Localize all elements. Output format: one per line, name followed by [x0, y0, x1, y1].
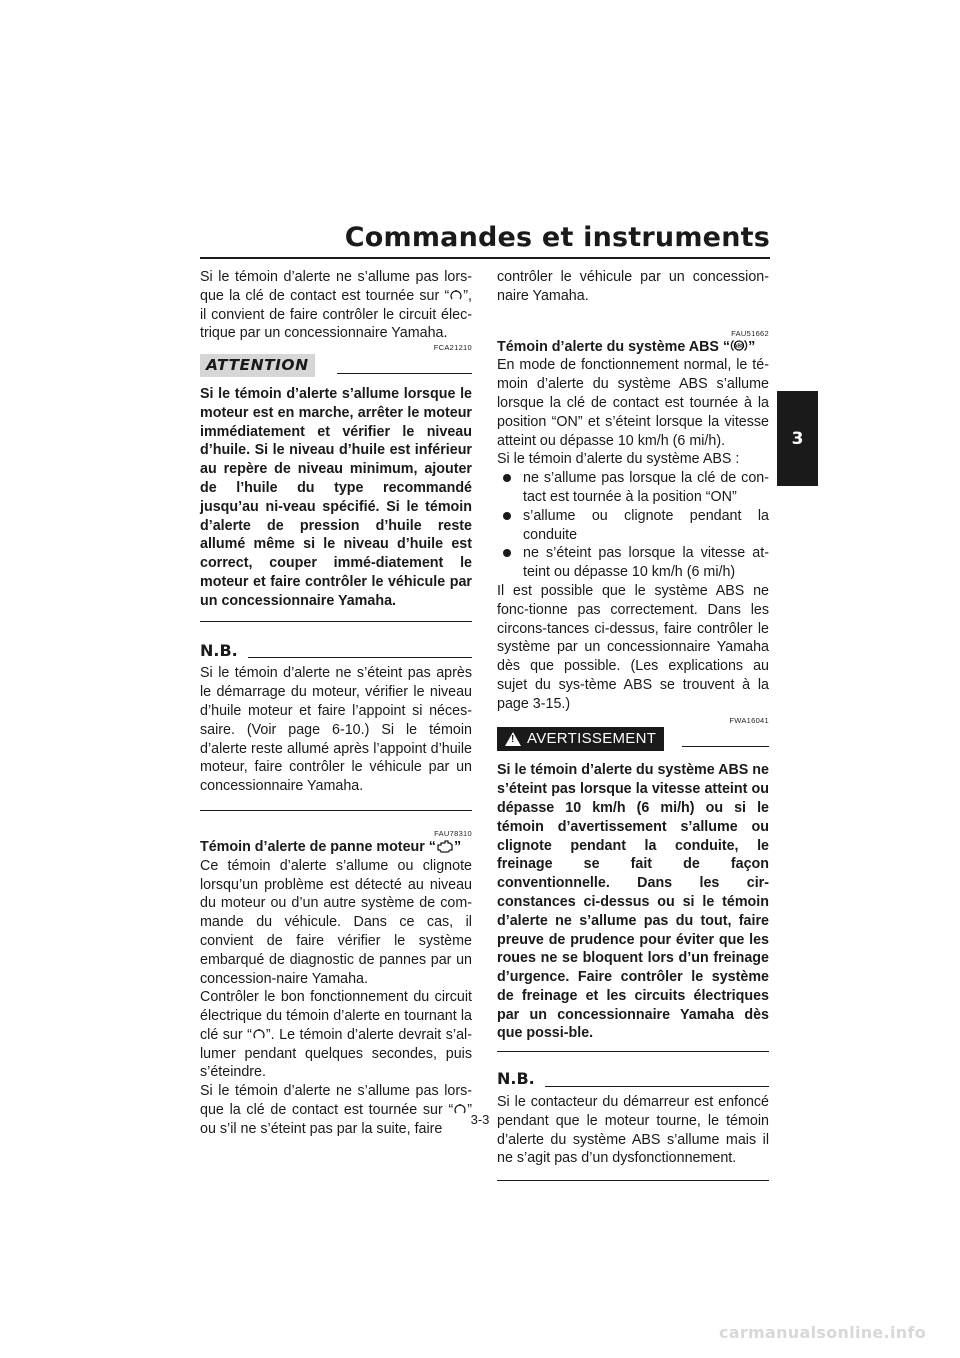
paragraph: Si le témoin d’alerte ne s’allume pas lors-que la clé de contact est tournée sur “ ”, il convient de faire contrôler le circuit élec-trique par un concessionnaire Yamaha. — [200, 269, 472, 342]
note-header — [497, 1070, 769, 1089]
paragraph: Il est possible que le système ABS ne fonc-tionne pas correctement. Dans les circons-tances ci-dessus, faire contrôler le système par un concessionnaire Yamaha dès que possible. (Les explications au sujet du sys-tème ABS se trouvent à la page 3-15.) — [497, 582, 769, 712]
reference-code: FAU51662 — [731, 328, 769, 338]
key-on-icon — [252, 1027, 266, 1041]
paragraph: Contrôler le bon fonctionnement du circuit électrique du témoin d’alerte en tournant la clé sur “ ”. Le témoin d’alerte devrait s’al-lumer pendant quelques secondes, puis s’éteindre. — [200, 989, 472, 1081]
warning-label: AVERTISSEMENT — [527, 729, 657, 747]
section-heading: Témoin d’alerte de panne moteur “ ” — [200, 838, 462, 855]
list-item: s’allume ou clignote pendant la conduite — [497, 507, 769, 545]
page-title: Commandes et instruments — [344, 222, 770, 253]
right-column — [497, 268, 769, 1181]
warning-label-box — [497, 727, 664, 752]
warning-text: Si le témoin d’alerte du système ABS ne s’éteint pas lorsque la vitesse atteint ou dépasse 10 km/h (6 mi/h) ou si le témoin d’avertissement s’allume ou clignote pendant la conduite, le freinage se fait de façon conventionnelle. Dans les cir-constances ci-dessus ou si le témoin d’alerte ne s’allume pas du tout, faire preuve de prudence pour éviter que les roues ne se bloquent lors d’un freinage d’urgence. Faire contrôler le système de freinage et les circuits électriques par un concessionnaire Yamaha dès que possi-ble. — [497, 762, 769, 1042]
divider — [200, 621, 472, 622]
attention-text: Si le témoin d’alerte s’allume lorsque le moteur est en marche, arrêter le moteur immédiatement et vérifier le niveau d’huile. Si le niveau d’huile est inférieur au repère de niveau minimum, ajouter de l’huile du type recommandé jusqu’au ni-veau spécifié. Si le témoin d’alerte de pression d’huile reste allumé même si le niveau d’huile est correct, couper immé-diatement le moteur et faire contrôler le véhicule par un concessionnaire Yamaha. — [200, 385, 472, 609]
attention-header — [200, 354, 472, 377]
divider — [545, 1086, 769, 1087]
reference-code: FWA16041 — [729, 715, 769, 725]
key-on-icon — [449, 288, 463, 302]
engine-warning-icon — [436, 840, 454, 853]
bullet-list — [497, 469, 769, 582]
divider — [497, 1180, 769, 1181]
abs-warning-icon — [730, 338, 748, 353]
paragraph: Si le témoin d’alerte ne s’allume pas lors-que la clé de contact est tournée sur “ ” ou s’il ne s’éteint pas par la suite, faire — [200, 1083, 472, 1137]
watermark: carmanualsonline.info — [718, 1323, 926, 1342]
attention-label: ATTENTION — [200, 354, 315, 377]
divider — [497, 1051, 769, 1052]
page-number: 3-3 — [470, 1112, 490, 1127]
note-text: Si le contacteur du démarreur est enfoncé pendant que le moteur tourne, le témoin d’alerte du système ABS s’allume mais il ne s’agit pas d’un dysfonctionnement. — [497, 1094, 769, 1167]
paragraph: contrôler le véhicule par un concession-naire Yamaha. — [497, 269, 769, 304]
paragraph: Si le témoin d’alerte du système ABS : — [497, 451, 740, 468]
page-header — [200, 222, 770, 259]
note-header — [200, 642, 472, 661]
paragraph: En mode de fonctionnement normal, le té-moin d’alerte du système ABS s’allume lorsque la clé de contact est tournée à la position “ON” et s’éteint lorsque la vitesse atteint ou dépasse 10 km/h (6 mi/h). — [497, 357, 769, 449]
section-heading: Témoin d’alerte du système ABS “ ABS ” — [497, 338, 756, 355]
divider — [200, 810, 472, 811]
warning-header — [497, 727, 769, 752]
divider — [337, 373, 472, 374]
list-item: ne s’allume pas lorsque la clé de con-tact est tournée à la position “ON” — [497, 469, 769, 507]
warning-triangle-icon: ! — [505, 732, 521, 746]
note-label: N.B. — [200, 640, 238, 660]
reference-code: FAU78310 — [434, 828, 472, 838]
svg-text:ABS: ABS — [733, 343, 745, 350]
note-label: N.B. — [497, 1069, 535, 1089]
reference-code: FCA21210 — [433, 343, 472, 353]
note-text: Si le témoin d’alerte ne s’éteint pas après le démarrage du moteur, vérifier le niveau d’huile moteur et faire l’appoint si néces-saire. (Voir page 6-10.) Si le témoin d’alerte reste allumé après l’appoint d’huile moteur, faire contrôler le véhicule par un concessionnaire Yamaha. — [200, 665, 472, 795]
list-item: ne s’éteint pas lorsque la vitesse at-teint ou dépasse 10 km/h (6 mi/h) — [497, 544, 769, 582]
divider — [248, 657, 472, 658]
chapter-tab: 3 — [777, 391, 818, 486]
paragraph: Ce témoin d’alerte s’allume ou clignote lorsqu’un problème est détecté au niveau du moteur ou d’un autre système de com-mande du véhicule. Dans ce cas, il convient de faire vérifier le système embarqué de diagnostic de pannes par un concession-naire Yamaha. — [200, 857, 472, 987]
header-rule — [200, 257, 770, 259]
left-column — [200, 268, 472, 1139]
divider — [682, 746, 769, 747]
